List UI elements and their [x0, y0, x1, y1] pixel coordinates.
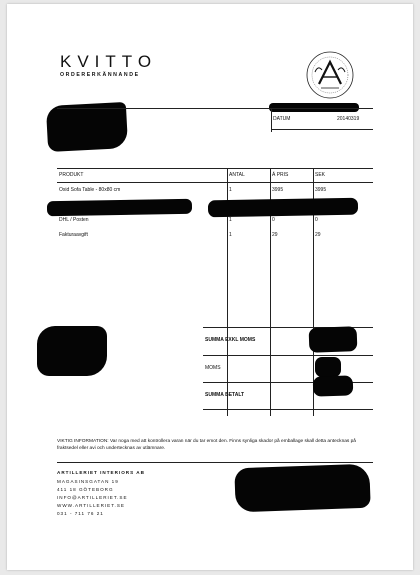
- brand-seal-icon: [305, 50, 355, 100]
- redacted-total-paid: [313, 375, 354, 396]
- row-3-product: Fakturaavgift: [59, 232, 88, 238]
- company-street: MAGASINSGATAN 19: [57, 479, 119, 484]
- receipt-page: [7, 4, 413, 570]
- row-1-price: 3995: [272, 187, 284, 193]
- row-2-sek: 0: [315, 217, 318, 223]
- company-email: INFO@ARTILLERIET.SE: [57, 495, 128, 500]
- important-info-text: VIKTIG INFORMATION: Var noga med att kontrollera varan när du tar emot den. Finns synliga skador på emballage skall detta antecknas på fraktsedel eller avi och undertecknas av utlämnare.: [57, 439, 356, 451]
- col-header-sek: SEK: [315, 172, 326, 178]
- row-3-sek: 29: [315, 232, 321, 238]
- date-value: 20140319: [337, 116, 360, 122]
- date-label: DATUM: [273, 116, 291, 122]
- summary-excl-label: SUMMA EXKL MOMS: [205, 337, 256, 343]
- redacted-payment-details: [37, 326, 107, 376]
- table-top-rule: [57, 168, 373, 169]
- row-3-price: 29: [272, 232, 278, 238]
- summary-rule-1: [203, 355, 373, 356]
- summary-bottom-rule: [203, 409, 373, 410]
- table-header-rule: [57, 182, 373, 183]
- date-underline: [271, 129, 373, 130]
- col-header-qty: ANTAL: [229, 172, 245, 178]
- redacted-row-product: [47, 199, 192, 217]
- footer-rule: [57, 462, 373, 463]
- summary-moms-label: MOMS: [205, 365, 221, 371]
- redacted-customer-address: [46, 102, 128, 152]
- company-phone: 031 - 711 76 21: [57, 511, 104, 516]
- row-2-qty: 1: [229, 217, 232, 223]
- receipt-title: KVITTO: [60, 52, 158, 71]
- receipt-subtitle: ORDERERKÄNNANDE: [60, 72, 140, 78]
- col-header-price: Á PRIS: [272, 172, 289, 178]
- redacted-row-values: [208, 198, 358, 218]
- row-1-sek: 3995: [315, 187, 327, 193]
- company-web: WWW.ARTILLERIET.SE: [57, 503, 125, 508]
- row-1-product: Oxid Sofa Table - 80x80 cm: [59, 187, 121, 193]
- redacted-total-excl: [309, 326, 358, 353]
- company-name: ARTILLERIET INTERIORS AB: [57, 470, 145, 475]
- row-1-qty: 1: [229, 187, 232, 193]
- header-rule: [57, 108, 373, 109]
- company-city: 411 18 GÖTEBORG: [57, 487, 114, 492]
- col-header-product: PRODUKT: [59, 172, 84, 178]
- summary-paid-label: SUMMA BETALT: [205, 392, 245, 398]
- row-2-product: DHL / Posten: [59, 217, 89, 223]
- redacted-moms-value: [315, 357, 341, 377]
- row-2-price: 0: [272, 217, 275, 223]
- redacted-footer-details: [234, 464, 370, 513]
- row-3-qty: 1: [229, 232, 232, 238]
